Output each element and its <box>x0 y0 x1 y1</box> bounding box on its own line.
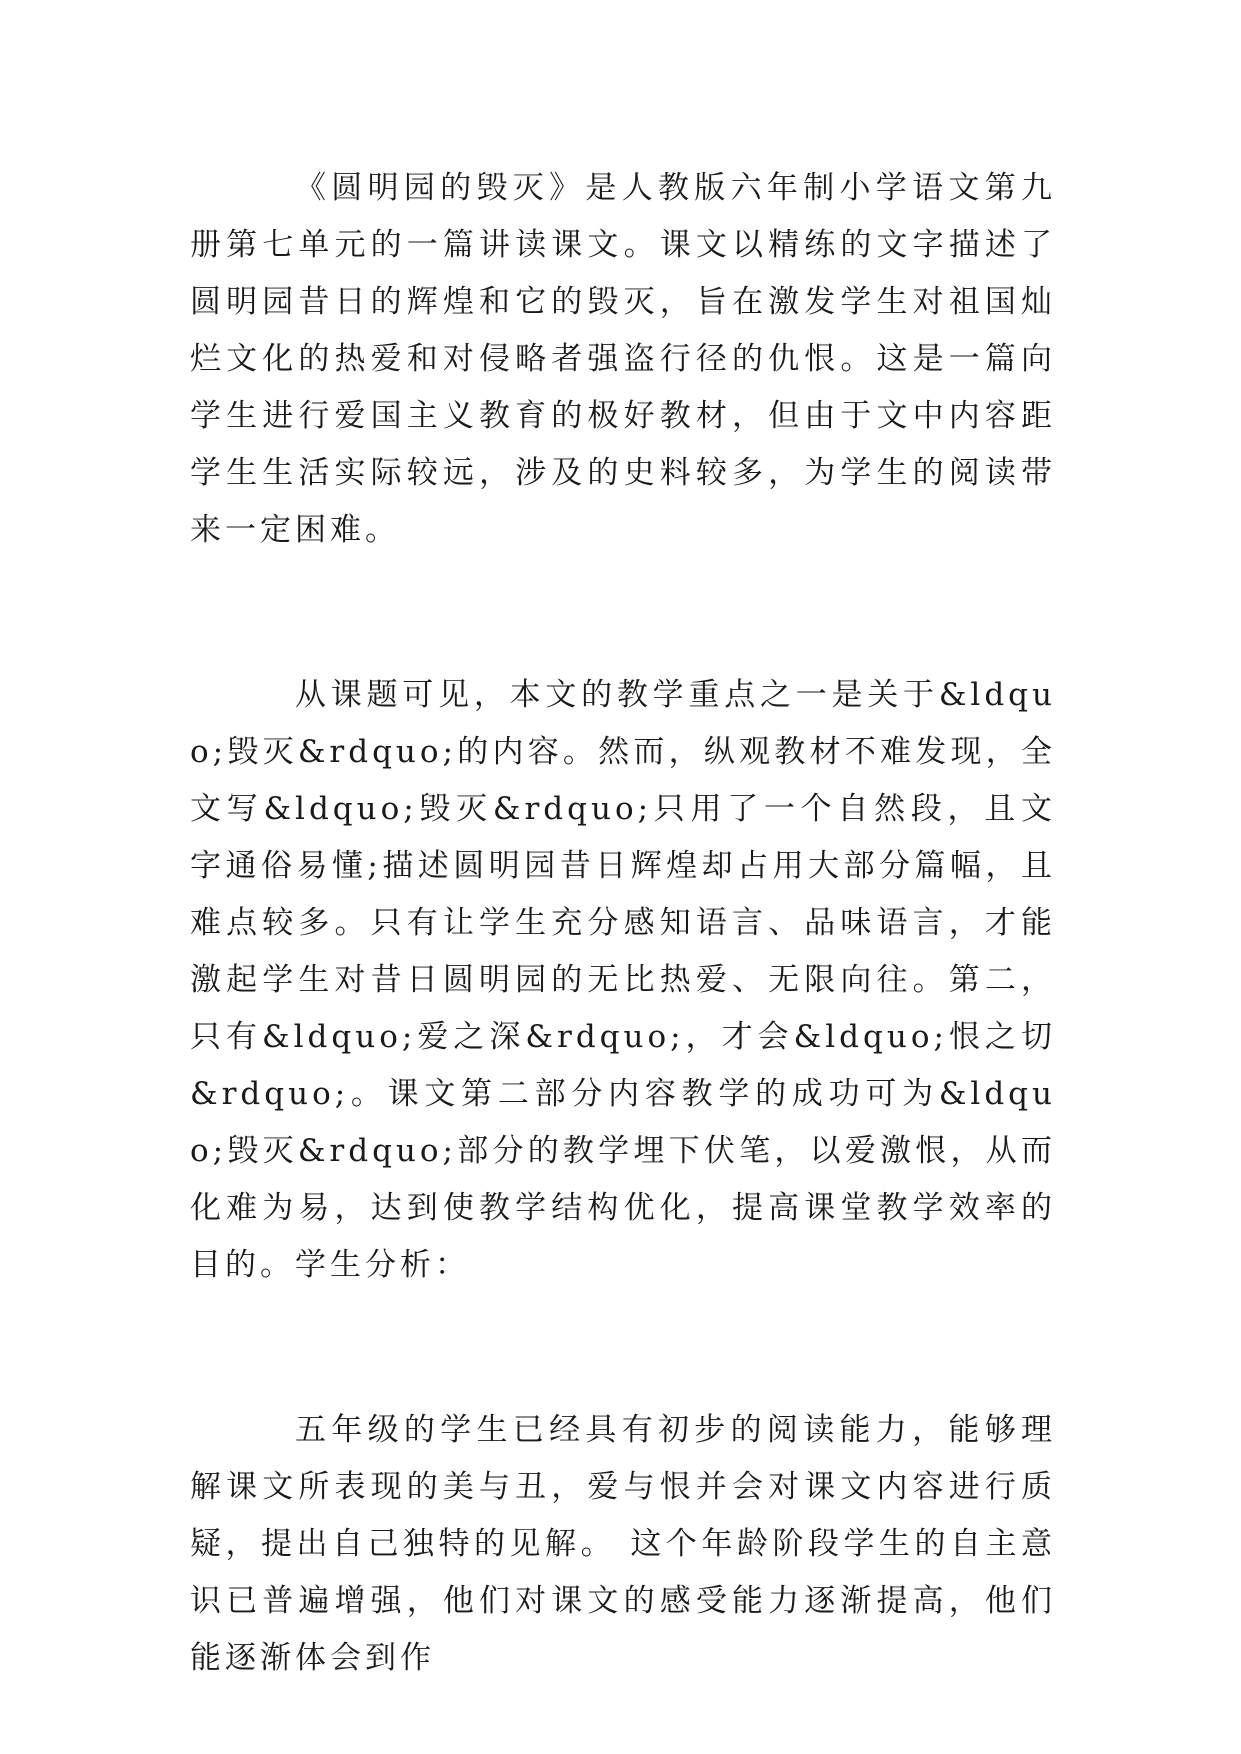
paragraph-intro: 《圆明园的毁灭》是人教版六年制小学语文第九册第七单元的一篇讲读课文。课文以精练的文字描述了圆明园昔日的辉煌和它的毁灭，旨在激发学生对祖国灿烂文化的热爱和对侵略者强盗行径的仇恨。这是一篇向学生进行爱国主义教育的极好教材，但由于文中内容距学生生活实际较远，涉及的史料较多，为学生的阅读带来一定困难。 <box>190 170 1056 548</box>
paragraph-teaching-focus: 从课题可见，本文的教学重点之一是关于&ldquo;毁灭&rdquo;的内容。然而，纵观教材不难发现，全文写&ldquo;毁灭&rdquo;只用了一个自然段，且文字通俗易懂;描述圆明园昔日辉煌却占用大部分篇幅，且难点较多。只有让学生充分感知语言、品味语言，才能激起学生对昔日圆明园的无比热爱、无限向往。第二，只有&ldquo;爱之深&rdquo;，才会&ldquo;恨之切&rdquo;。课文第二部分内容教学的成功可为&ldquo;毁灭&rdquo;部分的教学埋下伏笔，以爱激恨，从而化难为易，达到使教学结构优化，提高课堂教学效率的目的。学生分析： <box>190 677 1056 1283</box>
paragraph-student-analysis: 五年级的学生已经具有初步的阅读能力，能够理解课文所表现的美与丑，爱与恨并会对课文内容进行质疑，提出自己独特的见解。 这个年龄阶段学生的自主意识已普遍增强，他们对课文的感受能力逐渐提高，他们能逐渐体会到作 <box>190 1412 1056 1676</box>
document-body <box>190 160 1056 1687</box>
